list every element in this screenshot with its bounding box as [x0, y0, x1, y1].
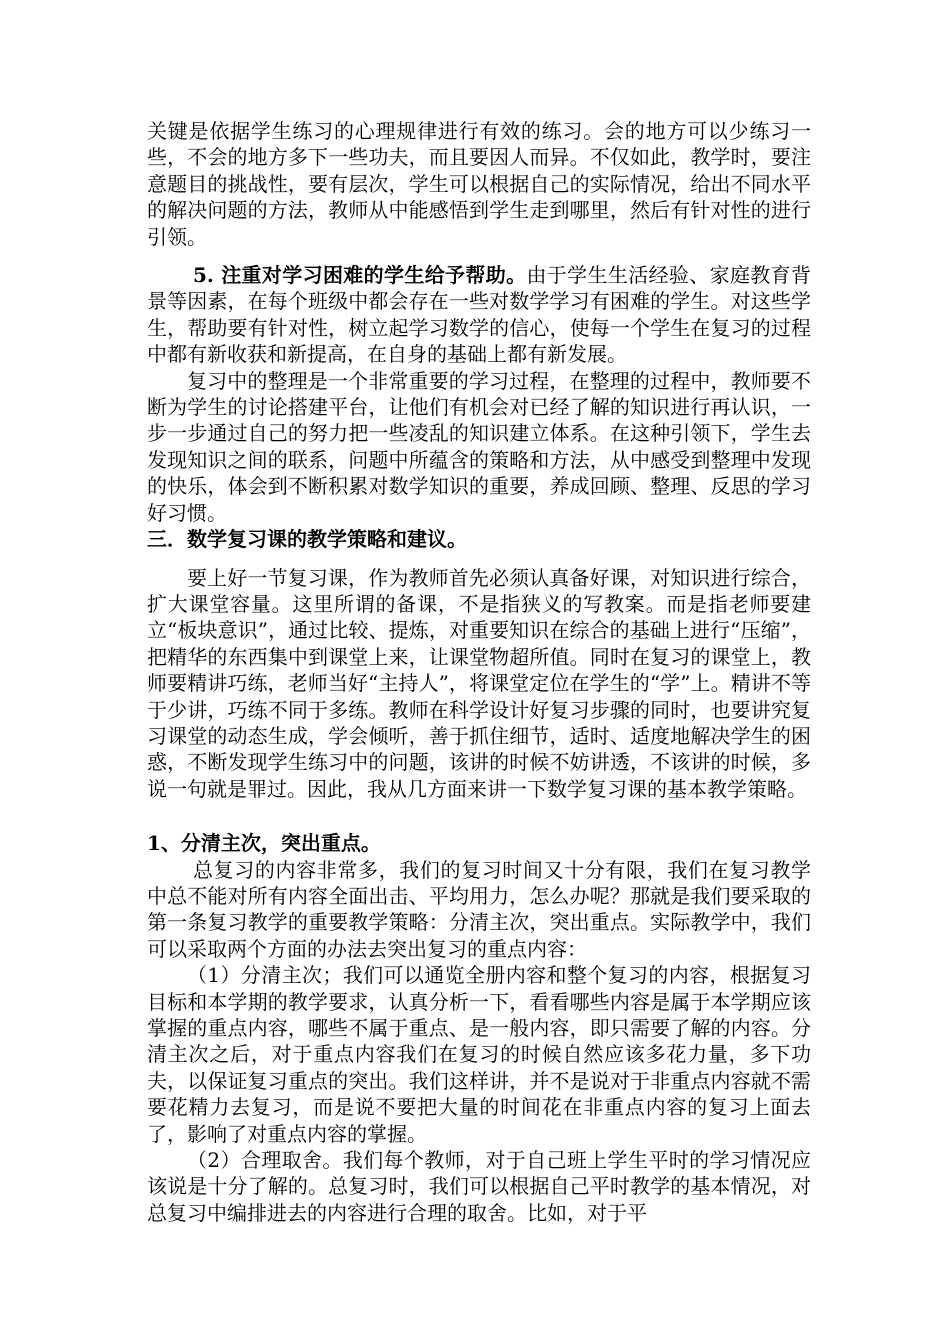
- document-body: [147, 118, 811, 1226]
- section-3-heading: 三．数学复习课的教学策略和建议。: [147, 527, 467, 552]
- point-5-body: 由于学生生活经验、家庭教育背景等因素，在每个班级中都会存在一些对数学学习有困难的学生。对这些学生，帮助要有针对性，树立起学习数学的信心，使每一个学生在复习的过程中都有新收获和新提高，在自身的基础上都有新发展。: [147, 263, 812, 367]
- paragraph-point-5: [147, 262, 811, 368]
- paragraph-section-3: 要上好一节复习课，作为教师首先必须认真备好课，对知识进行综合，扩大课堂容量。这里所谓的备课，不是指狭义的写教案。而是指老师要建立“板块意识”，通过比较、提炼，对重要知识在综合的基础上进行“压缩”，把精华的东西集中到课堂上来，让课堂物超所值。同时在复习的课堂上，教师要精讲巧练，老师当好“主持人”，将课堂定位在学生的“学”上。精讲不等于少讲，巧练不同于多练。教师在科学设计好复习步骤的同时，也要讲究复习课堂的动态生成，学会倾听，善于抓住细节，适时、适度地解决学生的困惑，不断发现学生练习中的问题，该讲的时候不妨讲透，不该讲的时候，多说一句就是罪过。因此，我从几方面来讲一下数学复习课的基本教学策略。: [147, 565, 811, 801]
- paragraph-organize: 复习中的整理是一个非常重要的学习过程，在整理的过程中，教师要不断为学生的讨论搭建平台，让他们有机会对已经了解的知识进行再认识，一步一步通过自己的努力把一些凌乱的知识建立体系。在这种引领下，学生去发现知识之间的联系，问题中所蕴含的策略和方法，从中感受到整理中发现的快乐，体会到不断积累对数学知识的重要，养成回顾、整理、反思的学习好习惯。: [147, 368, 811, 525]
- point-5-title: 5. 注重对学习困难的学生给予帮助。: [193, 263, 527, 288]
- paragraph-subsection-1-intro: 总复习的内容非常多，我们的复习时间又十分有限，我们在复习教学中总不能对所有内容全面出击、平均用力，怎么办呢？那就是我们要采取的第一条复习教学的重要教学策略：分清主次，突出重点。实际教学中，我们可以采取两个方面的办法去突出复习的重点内容：: [147, 857, 811, 961]
- paragraph-item-2: （2）合理取舍。我们每个教师，对于自己班上学生平时的学习情况应该说是十分了解的。总复习时，我们可以根据自己平时教学的基本情况，对总复习中编排进去的内容进行合理的取舍。比如，对于平: [147, 1148, 811, 1225]
- subsection-1-heading: 1、分清主次，突出重点。: [147, 831, 381, 856]
- paragraph-intro-continuation: 关键是依据学生练习的心理规律进行有效的练习。会的地方可以少练习一些，不会的地方多下一些功夫，而且要因人而异。不仅如此，教学时，要注意题目的挑战性，要有层次，学生可以根据自己的实际情况，给出不同水平的解决问题的方法，教师从中能感悟到学生走到哪里，然后有针对性的进行引领。: [147, 119, 811, 249]
- paragraph-item-1: （1）分清主次；我们可以通览全册内容和整个复习的内容，根据复习目标和本学期的教学要求，认真分析一下，看看哪些内容是属于本学期应该掌握的重点内容，哪些不属于重点、是一般内容，即只需要了解的内容。分清主次之后，对于重点内容我们在复习的时候自然应该多花力量，多下功夫，以保证复习重点的突出。我们这样讲，并不是说对于非重点内容就不需要花精力去复习，而是说不要把大量的时间花在非重点内容的复习上面去了，影响了对重点内容的掌握。: [147, 963, 811, 1146]
